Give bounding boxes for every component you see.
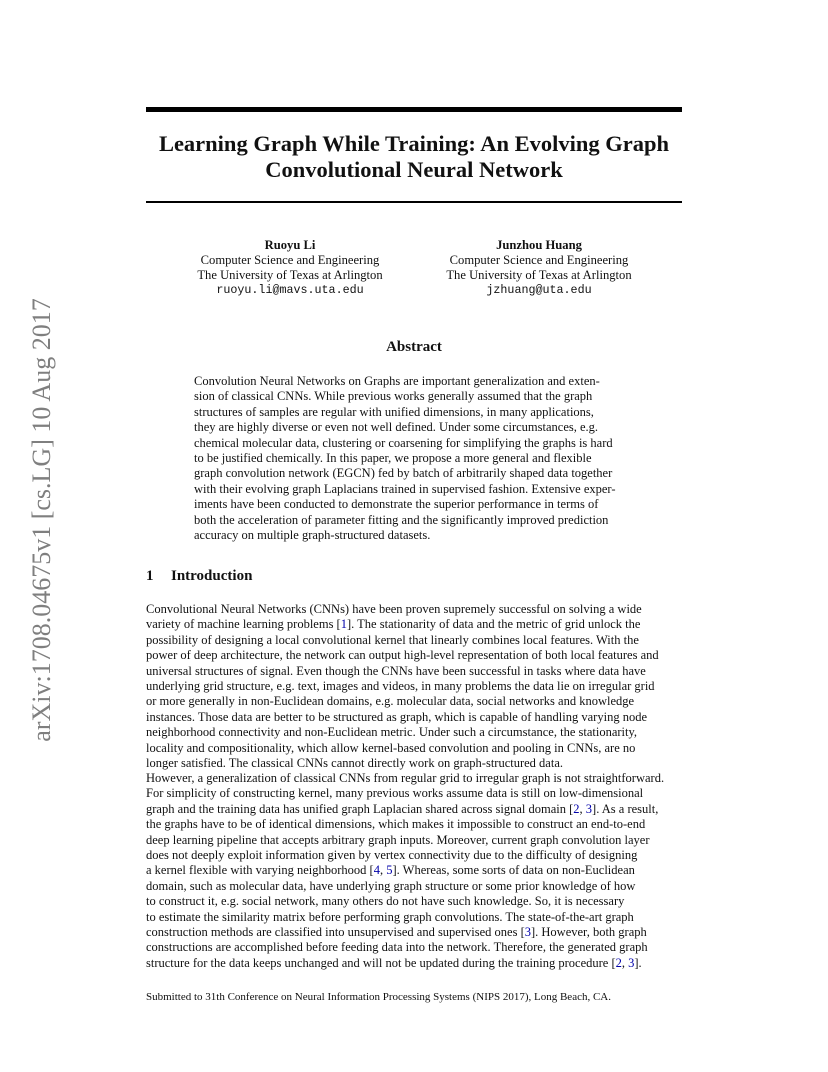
text-line: does not deeply exploit information given by vertex connectivity due to the difficulty of designing: [146, 848, 638, 863]
text-line: the graphs have to be of identical dimensions, which makes it impossible to construct an end-to-end: [146, 817, 646, 832]
abstract-line: sion of classical CNNs. While previous works generally assumed that the graph: [194, 389, 593, 404]
text-line: constructions are accomplished before feeding data into the network. Therefore, the generated graph: [146, 940, 648, 955]
author-block-2: [409, 238, 669, 298]
citation-link[interactable]: 4: [373, 863, 380, 878]
abstract-line: graph convolution network (EGCN) fed by batch of arbitrarily shaped data together: [194, 466, 613, 481]
intro-paragraph-2: [146, 771, 682, 971]
text-span: graph and the training data has unified graph Laplacian shared across signal domain [: [146, 801, 574, 816]
text-line: universal structures of signal. Even though the CNNs have been successful in tasks where data have: [146, 663, 646, 678]
text-span: ,: [579, 801, 586, 816]
citation-link[interactable]: 3: [585, 801, 593, 816]
text-span: ,: [379, 863, 387, 878]
text-span: ]. The stationarity of data and the metric of grid unlock the: [346, 617, 641, 632]
title-rule-top: [146, 107, 682, 112]
citation-link[interactable]: 5: [386, 863, 393, 878]
text-line: instances. Those data are better to be structured as graph, which is capable of handling varying node: [146, 709, 647, 724]
text-line: [146, 956, 682, 971]
citation-link[interactable]: 1: [340, 617, 347, 632]
text-line: to construct it, e.g. social network, many others do not have such knowledge. So, it is necessary: [146, 894, 625, 909]
citation-link[interactable]: 2: [615, 955, 622, 970]
text-line: However, a generalization of classical CNNs from regular grid to irregular graph is not straightforward.: [146, 771, 665, 785]
text-line: underlying grid structure, e.g. text, images and videos, in many problems the data lie on irregular grid: [146, 679, 655, 694]
text-line: [146, 617, 682, 632]
author-name: Junzhou Huang: [496, 238, 582, 252]
text-span: construction methods are classified into unsupervised and supervised ones [: [146, 925, 525, 940]
text-span: ]. Whereas, some sorts of data on non-Euclidean: [392, 863, 635, 878]
abstract-line: to be justified chemically. In this paper, we propose a more general and flexible: [194, 451, 592, 466]
paper-title: [146, 131, 682, 183]
text-line: [146, 863, 682, 878]
author-email: ruoyu.li@mavs.uta.edu: [216, 283, 364, 297]
text-line: possibility of designing a local convolutional kernel that linearly combines local features. With the: [146, 632, 639, 647]
text-line: [146, 802, 682, 817]
text-line: For simplicity of constructing kernel, many previous works assume data is still on low-dimensional: [146, 786, 644, 801]
citation-link[interactable]: 3: [628, 955, 635, 970]
text-span: a kernel flexible with varying neighborhood [: [146, 863, 374, 878]
title-line-2: Convolutional Neural Network: [265, 157, 563, 182]
abstract-heading: Abstract: [386, 339, 442, 355]
author-univ: The University of Texas at Arlington: [446, 268, 632, 282]
citation-link[interactable]: 3: [524, 925, 531, 940]
abstract-line: both the acceleration of parameter fitting and the significantly improved prediction: [194, 512, 609, 527]
text-span: ]. However, both graph: [530, 925, 647, 940]
abstract-line: they are highly diverse or even not well defined. Under some circumstances, e.g.: [194, 420, 599, 435]
author-email: jzhuang@uta.edu: [486, 283, 592, 297]
author-univ: The University of Texas at Arlington: [197, 268, 383, 282]
text-span: ].: [634, 955, 642, 970]
text-span: ]. As a result,: [592, 801, 659, 816]
text-line: [146, 925, 682, 940]
abstract-line: chemical molecular data, clustering or coarsening for simplifying the graphs is hard: [194, 435, 613, 450]
text-line: locality and compositionality, which allow kernel-based convolution and pooling in CNNs, are no: [146, 740, 636, 755]
author-dept: Computer Science and Engineering: [200, 253, 380, 267]
text-line: neighborhood connectivity and non-Euclidean metric. Under such a circumstance, the stationarity,: [146, 725, 638, 740]
title-line-1: Learning Graph While Training: An Evolving Graph: [158, 131, 670, 156]
intro-paragraph-1: [146, 602, 682, 771]
section-heading: [146, 567, 252, 585]
abstract-line: iments have been conducted to demonstrate the superior performance in terms of: [194, 497, 599, 512]
abstract-line: structures of samples are regular with unified dimensions, in many applications,: [194, 404, 594, 419]
text-line: longer satisfied. The classical CNNs cannot directly work on graph-structured data.: [146, 756, 564, 771]
text-line: deep learning pipeline that accepts arbitrary graph inputs. Moreover, current graph convolution layer: [146, 832, 650, 847]
title-rule-bottom: [146, 201, 682, 203]
author-block-1: [160, 238, 420, 298]
text-span: ,: [621, 955, 629, 970]
section-number: 1: [146, 568, 154, 584]
text-span: variety of machine learning problems [: [146, 617, 341, 632]
abstract-line: with their evolving graph Laplacians trained in supervised fashion. Extensive exper-: [194, 481, 616, 496]
author-dept: Computer Science and Engineering: [449, 253, 629, 267]
text-line: domain, such as molecular data, have underlying graph structure or some prior knowledge of how: [146, 878, 636, 893]
author-name: Ruoyu Li: [264, 238, 316, 252]
abstract-line: Convolution Neural Networks on Graphs are important generalization and exten-: [194, 374, 600, 388]
footer-note: Submitted to 31th Conference on Neural Information Processing Systems (NIPS 2017), Long Beach, CA.: [146, 991, 611, 1003]
arxiv-stamp: arXiv:1708.04675v1 [cs.LG] 10 Aug 2017: [27, 298, 56, 742]
text-line: to estimate the similarity matrix before performing graph convolutions. The state-of-the-art graph: [146, 909, 634, 924]
text-line: Convolutional Neural Networks (CNNs) have been proven supremely successful on solving a wide: [146, 602, 642, 616]
abstract-body: [194, 374, 634, 543]
text-line: or more generally in non-Euclidean domains, e.g. molecular data, social networks and knowledge: [146, 694, 635, 709]
text-span: structure for the data keeps unchanged and will not be updated during the training procedure [: [146, 955, 616, 970]
abstract-line: accuracy on multiple graph-structured datasets.: [194, 528, 431, 543]
text-line: power of deep architecture, the network can output high-level representation of both local features and: [146, 648, 659, 663]
section-title: Introduction: [171, 568, 253, 584]
citation-link[interactable]: 2: [573, 801, 580, 816]
